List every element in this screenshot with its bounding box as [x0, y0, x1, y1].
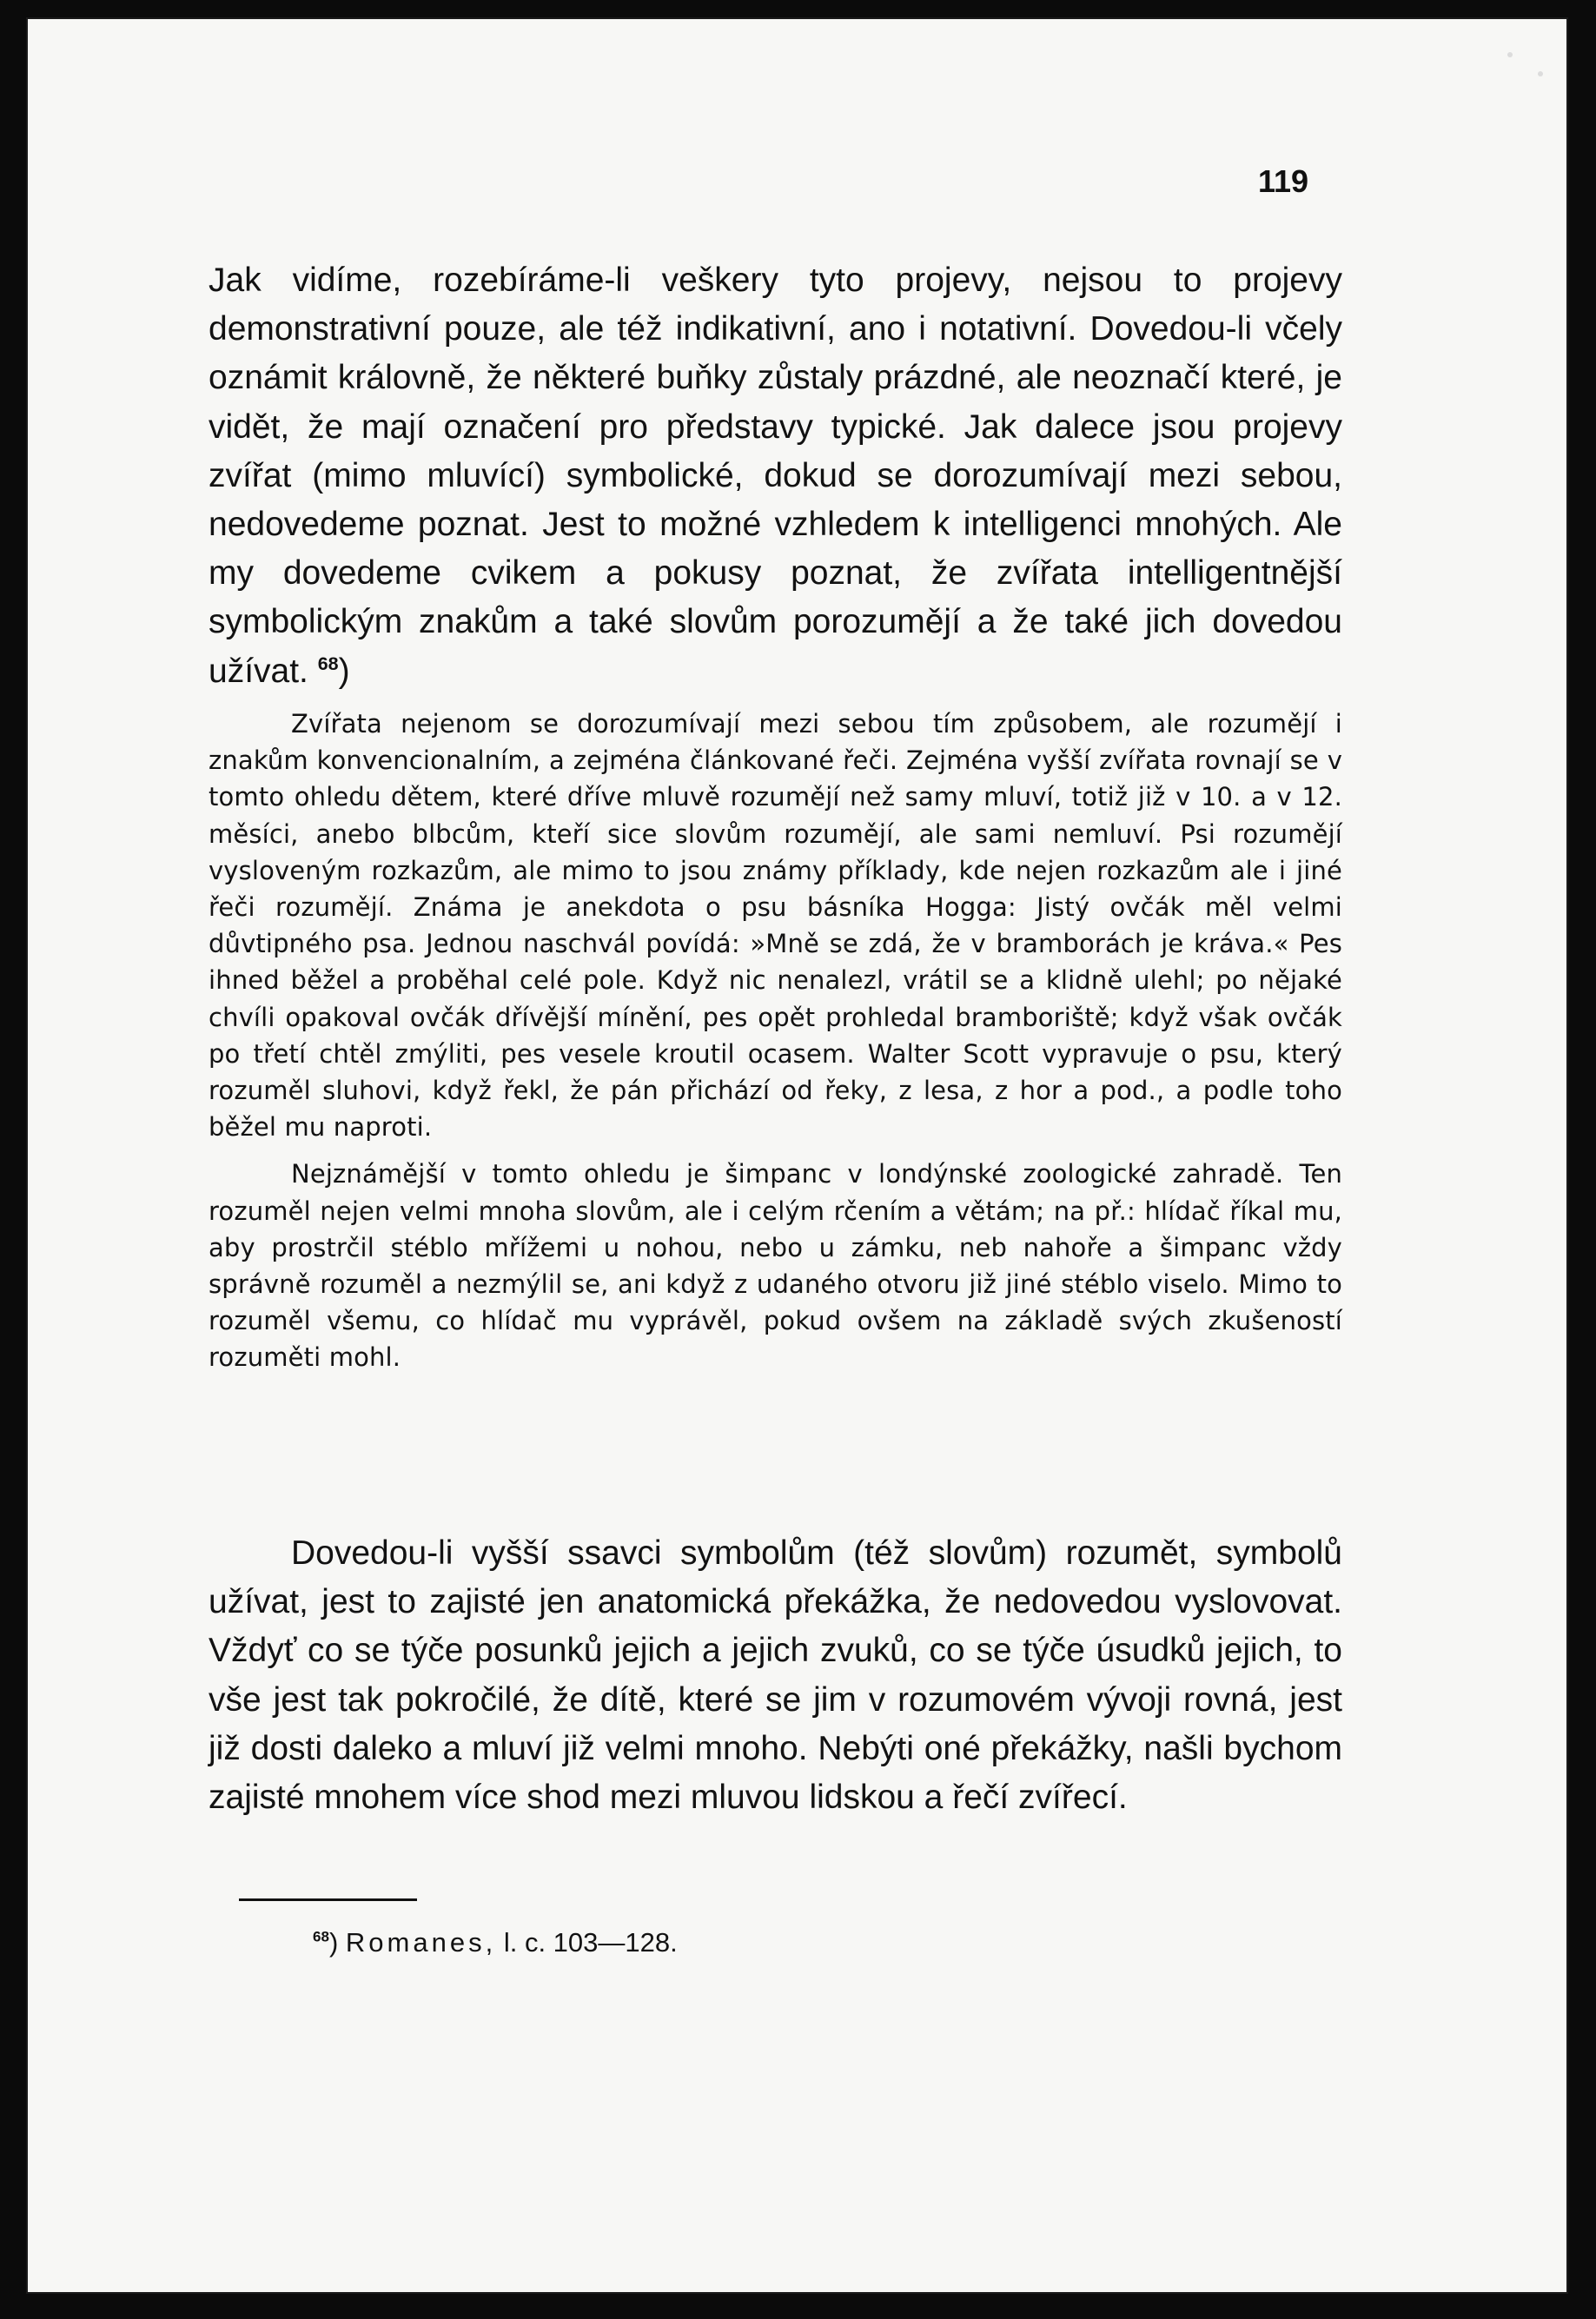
- paragraph-2: Zvířata nejenom se dorozumívají mezi sebou tím způsobem, ale rozumějí i znakům konvencionalním, a zejména článkované řeči. Zejména vyšší zvířata rovnají se v tomto ohledu dětem, které dříve mluvě rozumějí než samy mluví, totiž již v 10. a v 12. měsíci, anebo blbcům, kteří sice slovům rozumějí, ale sami nemluví. Psi rozumějí vysloveným rozkazům, ale mimo to jsou známy příklady, kde nejen rozkazům ale i jiné řeči rozumějí. Známa je anekdota o psu básníka Hogga: Jistý ovčák měl velmi důvtipného psa. Jednou naschvál povídá: »Mně se zdá, že v bramborách je kráva.« Pes ihned běžel a proběhal celé pole. Když nic nenalezl, vrátil se a klidně ulehl; po nějaké chvíli opakoval ovčák dřívější mínění, pes opět prohledal bramboriště; když však ovčák po třetí chtěl zmýliti, pes vesele kroutil ocasem. Walter Scott vypravuje o psu, který rozuměl sluhovi, když řekl, že pán přichází od řeky, z lesa, z hor a pod., a podle toho běžel mu naproti.: [209, 709, 1342, 1143]
- paragraph-3: Nejznámější v tomto ohledu je šimpanc v londýnské zoologické zahradě. Ten rozuměl nejen velmi mnoha slovům, ale i celým rčením a větám; na př.: hlídač říkal mu, aby prostrčil stéblo mřížemi u nohou, nebo u zámku, neb nahoře a šimpanc vždy správně rozuměl a nezmýlil se, ani když z udaného otvoru již jiné stéblo viselo. Mimo to rozuměl všemu, co hlídač mu vyprávěl, pokud ovšem na základě svých zkušeností rozuměti mohl.: [209, 1159, 1342, 1373]
- page-number: 119: [1258, 163, 1309, 199]
- footnote-marker-paren: ): [328, 1927, 339, 1958]
- scan-speck: [1538, 71, 1543, 76]
- footnote-reference-text: l. c. 103—128.: [503, 1927, 678, 1958]
- small-print-block: [209, 706, 1342, 1376]
- scan-speck: [1507, 52, 1513, 57]
- book-page: [26, 17, 1568, 2294]
- footnote-author: Romanes,: [345, 1927, 497, 1958]
- footnote-divider: [239, 1898, 417, 1901]
- closing-text-block: [209, 1529, 1342, 1822]
- footnote: [313, 1925, 678, 1960]
- footnote-reference-paren: ): [338, 652, 350, 690]
- paragraph-1: [209, 256, 1342, 696]
- paragraph-4: Dovedou-li vyšší ssavci symbolům (též slovům) rozumět, symbolů užívat, jest to zajisté jen anatomická překážka, že nedovedou vyslovovat. Vždyť co se týče posunků jejich a jejich zvuků, co se týče úsudků jejich, to vše jest tak pokročilé, že dítě, které se jim v rozumovém vývoji rovná, jest již dosti daleko a mluví již velmi mnoho. Nebýti oné překážky, našli bychom zajisté mnohem více shod mezi mluvou lidskou a řečí zvířecí.: [209, 1534, 1342, 1817]
- paragraph-1-text: Jak vidíme, rozebíráme-li veškery tyto projevy, nejsou to projevy demonstrativní pouze, ale též indikativní, ano i notativní. Dovedou-li včely oznámit královně, že některé buňky zůstaly prázdné, ale neoznačí které, je vidět, že mají označení pro představy typické. Jak dalece jsou projevy zvířat (mimo mluvící) symbolické, dokud se dorozumívají mezi sebou, nedovedeme poznat. Jest to možné vzhledem k intelligenci mnohých. Ale my dovedeme cvikem a pokusy poznat, že zvířata intelligentnější symbolickým znakům a také slovům porozumějí a že také jich dovedou užívat.: [209, 262, 1342, 690]
- footnote-marker: 68: [313, 1928, 329, 1945]
- main-text-block: [209, 256, 1342, 696]
- footnote-reference[interactable]: 68: [317, 653, 339, 674]
